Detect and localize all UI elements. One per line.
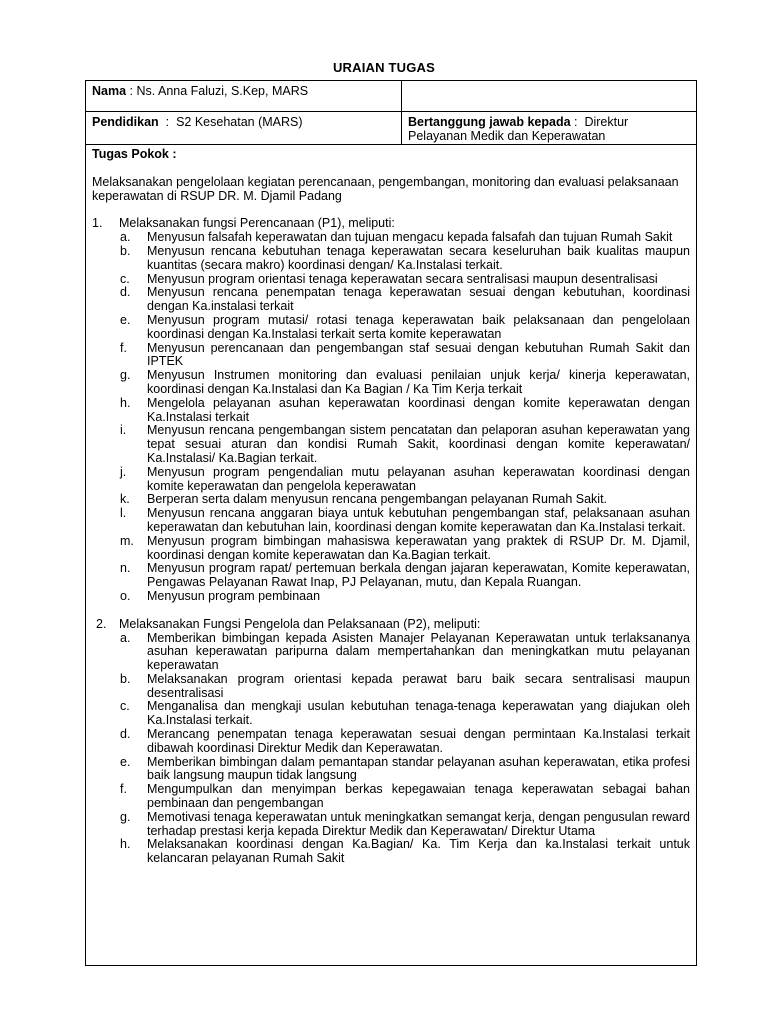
list-item — [119, 811, 690, 839]
item-text: Menyusun rencana pengembangan sistem pencatatan dan pelaporan asuhan keperawatan yang tepat sesuai aturan dan kondisi Rumah Sakit, koordinasi dengan komite keperawatan/ Ka.Instalasi/ Ka.Bagian terkait. — [147, 423, 690, 465]
row-pendidikan — [86, 112, 696, 145]
item-text: Merancang penempatan tenaga keperawatan sesuai dengan permintaan Ka.Instalasi terkait dibawah koordinasi Direktur Medik dan Keperawatan. — [147, 727, 690, 755]
item-letter: n. — [120, 561, 131, 576]
item-text: Memotivasi tenaga keperawatan untuk meningkatkan semangat kerja, dengan pengusulan reward terhadap prestasi kerja kepada Direktur Medik dan Keperawatan/ Direktur Utama — [147, 809, 690, 838]
list-item — [119, 424, 690, 465]
list-item — [119, 673, 690, 701]
row-nama — [86, 81, 696, 112]
item-letter: f. — [120, 782, 127, 797]
document-title: URAIAN TUGAS — [332, 60, 436, 75]
item-text: Melaksanakan program orientasi kepada perawat baru baik secara sentralisasi maupun desentralisasi — [147, 671, 690, 700]
list-item — [119, 838, 690, 866]
nama-label: Nama — [92, 84, 127, 98]
pendidikan-separator: : — [158, 115, 177, 129]
item-text: Menyusun program bimbingan mahasiswa keperawatan yang praktek di RSUP Dr. M. Djamil, koordinasi dengan komite keperawatan dan Ka.Bagian terkait. — [147, 533, 690, 562]
list-item — [119, 507, 690, 535]
item-letter: a. — [120, 630, 131, 645]
empty-cell — [402, 81, 696, 111]
section-title: Melaksanakan fungsi Perencanaan (P1), meliputi: — [119, 216, 395, 231]
item-text: Menyusun Instrumen monitoring dan evaluasi penilaian unjuk kerja/ kinerja keperawatan, koordinasi dengan Ka.Instalasi dan Ka Bagian / Ka Tim Kerja terkait — [147, 368, 690, 396]
list-item — [119, 700, 690, 728]
tanggung-jawab-label: Bertanggung jawab kepada — [408, 115, 571, 129]
list-item — [119, 231, 690, 245]
list-item — [119, 493, 690, 507]
item-letter: j. — [120, 464, 127, 479]
item-letter: l. — [120, 506, 127, 521]
item-text: Memberikan bimbingan kepada Asisten Manajer Pelayanan Keperawatan untuk terlaksananya asuhan keperawatan paripurna dalam mempertahankan dan meningkatkan mutu pelayanan keperawatan — [147, 630, 690, 673]
item-letter: b. — [120, 671, 131, 686]
item-text: Mengelola pelayanan asuhan keperawatan koordinasi dengan komite keperawatan dengan Ka.Instalasi terkait — [147, 395, 690, 424]
section-heading — [92, 618, 690, 632]
tugas-pokok-section — [86, 145, 696, 965]
list-item — [119, 314, 690, 342]
item-letter: i. — [120, 423, 127, 438]
item-letter: o. — [120, 588, 131, 603]
item-letter: a. — [120, 230, 131, 245]
list-item — [119, 245, 690, 273]
item-text: Menyusun program pembinaan — [147, 588, 321, 603]
item-letter: k. — [120, 492, 130, 507]
task-list — [92, 231, 690, 604]
item-text: Menyusun program rapat/ pertemuan berkala dengan jajaran keperawatan, Komite keperawatan, Pengawas Pelayanan Rawat Inap, PJ Pelayanan, mutu, dan Kepala Ruangan. — [147, 561, 690, 590]
list-item — [119, 756, 690, 784]
section-number: 2. — [96, 616, 107, 631]
item-text: Menyusun rencana kebutuhan tenaga keperawatan secara keseluruhan baik kualitas maupun kuantitas (secara makro) koordinasi dengan/ Ka.Instalasi terkait. — [147, 243, 690, 272]
list-item — [119, 286, 690, 314]
item-letter: g. — [120, 368, 131, 383]
item-text: Menyusun program pengendalian mutu pelayanan asuhan keperawatan koordinasi dengan komite keperawatan dan pengelola keperawatan — [147, 464, 690, 493]
pendidikan-cell — [86, 112, 402, 144]
item-letter: d. — [120, 727, 131, 742]
list-item — [119, 728, 690, 756]
item-text: Menyusun program orientasi tenaga keperawatan secara sentralisasi maupun desentralisasi — [147, 271, 658, 286]
nama-value: Ns. Anna Faluzi, S.Kep, MARS — [136, 84, 309, 98]
pendidikan-label: Pendidikan — [92, 115, 159, 129]
tugas-pokok-heading: Tugas Pokok : — [92, 147, 177, 161]
item-text: Menyusun program mutasi/ rotasi tenaga keperawatan baik pelaksanaan dan pengelolaan koordinasi dengan Ka.Instalasi terkait serta komite keperawatan — [147, 312, 690, 341]
item-letter: f. — [120, 340, 127, 355]
nama-separator: : — [126, 84, 137, 98]
item-text: Menyusun rencana penempatan tenaga keperawatan sesuai dengan kebutuhan, koordinasi dengan Ka.instalasi terkait — [147, 285, 690, 314]
item-text: Memberikan bimbingan dalam pemantapan standar pelayanan asuhan keperawatan, etika profesi baik langsung maupun tidak langsung — [147, 754, 690, 783]
item-text: Menganalisa dan mengkaji usulan kebutuhan tenaga-tenaga keperawatan yang diajukan oleh Ka.Instalasi terkait. — [147, 699, 690, 728]
job-description-table — [85, 80, 697, 966]
item-text: Menyusun perencanaan dan pengembangan staf sesuai dengan kebutuhan Rumah Sakit dan IPTEK — [147, 340, 690, 369]
item-text: Melaksanakan koordinasi dengan Ka.Bagian/ Ka. Tim Kerja dan ka.Instalasi terkait untuk kelancaran pelayanan Rumah Sakit — [147, 837, 690, 866]
list-item — [119, 273, 690, 287]
list-item — [119, 342, 690, 370]
item-letter: e. — [120, 754, 131, 769]
list-item — [119, 397, 690, 425]
item-letter: h. — [120, 395, 131, 410]
item-text: Menyusun falsafah keperawatan dan tujuan mengacu kepada falsafah dan tujuan Rumah Sakit — [147, 230, 673, 245]
item-text: Menyusun rencana anggaran biaya untuk kebutuhan pengembangan staf, pelaksanaan asuhan keperawatan dan kebutuhan lain, koordinasi dengan komite keperawatan dan Ka.Instalasi terkait. — [147, 506, 690, 534]
section-heading — [92, 217, 690, 231]
pendidikan-value: S2 Kesehatan (MARS) — [176, 115, 303, 129]
list-item — [119, 369, 690, 397]
list-item — [119, 562, 690, 590]
tanggung-jawab-value: Direktur Pelayanan Medik dan Keperawatan — [408, 115, 629, 143]
tugas-pokok-description: Melaksanakan pengelolaan kegiatan perencanaan, pengembangan, monitoring dan evaluasi pelaksanaan keperawatan di RSUP DR. M. Djamil Padang — [92, 174, 679, 203]
section-title: Melaksanakan Fungsi Pengelola dan Pelaksanaan (P2), meliputi: — [119, 616, 481, 631]
list-item — [119, 783, 690, 811]
section-list — [92, 217, 690, 866]
tanggung-jawab-separator: : — [570, 115, 585, 129]
list-item — [119, 590, 690, 604]
list-item — [119, 632, 690, 673]
item-letter: e. — [120, 312, 131, 327]
item-letter: h. — [120, 837, 131, 852]
list-item — [119, 466, 690, 494]
tanggung-jawab-cell — [402, 112, 696, 144]
item-letter: d. — [120, 285, 131, 300]
list-item — [119, 535, 690, 563]
item-letter: g. — [120, 809, 131, 824]
section-number: 1. — [92, 216, 103, 231]
item-letter: c. — [120, 699, 130, 714]
item-text: Mengumpulkan dan menyimpan berkas kepegawaian tenaga keperawatan sebagai bahan pembinaan dan pengembangan — [147, 782, 690, 811]
item-letter: b. — [120, 243, 131, 258]
item-letter: m. — [120, 533, 134, 548]
item-letter: c. — [120, 271, 130, 286]
nama-cell — [86, 81, 402, 111]
task-list — [92, 632, 690, 867]
item-text: Berperan serta dalam menyusun rencana pengembangan pelayanan Rumah Sakit. — [147, 492, 608, 507]
